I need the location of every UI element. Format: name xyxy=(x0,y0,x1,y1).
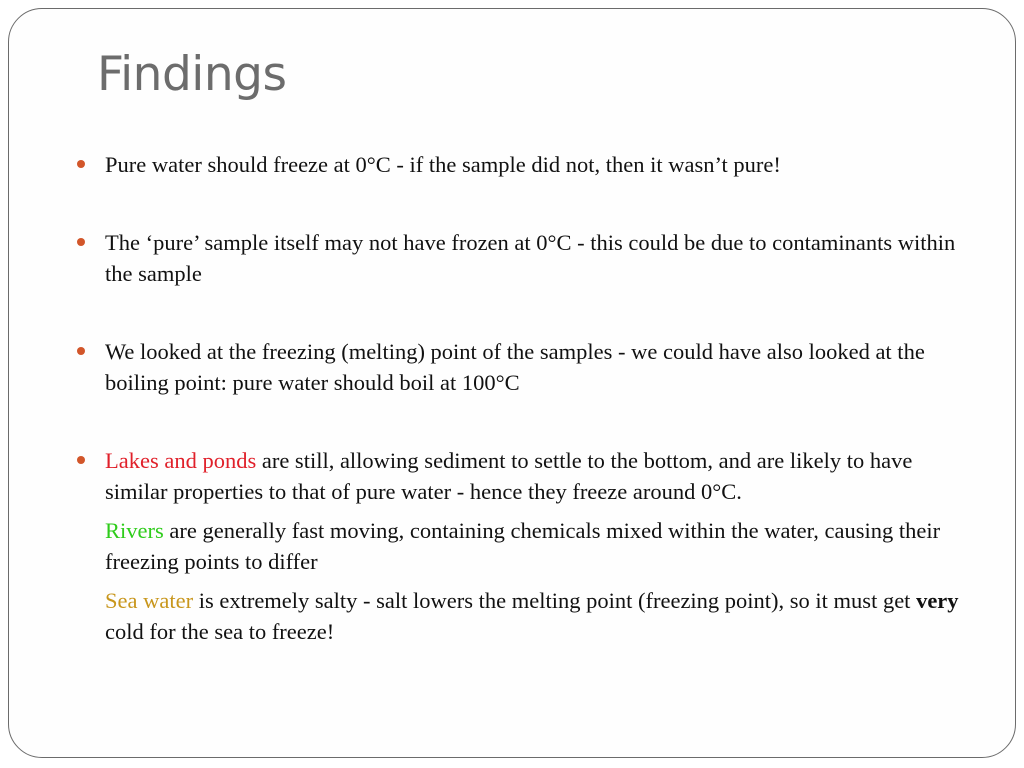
sea-water-highlight: Sea water xyxy=(105,588,194,613)
bullet-text: We looked at the freezing (melting) point of the samples - we could have also looked at the boiling point: pure water should boil at 100°C xyxy=(105,339,925,395)
bullet-text: Pure water should freeze at 0°C - if the sample did not, then it wasn’t pure! xyxy=(105,152,781,177)
bullet-dot-icon xyxy=(77,238,85,246)
rivers-highlight: Rivers xyxy=(105,518,164,543)
sea-water-paragraph xyxy=(105,585,975,647)
lakes-and-ponds-highlight: Lakes and ponds xyxy=(105,448,257,473)
bullet-text: The ‘pure’ sample itself may not have frozen at 0°C - this could be due to contaminants within the sample xyxy=(105,230,956,286)
slide-frame xyxy=(8,8,1016,758)
rivers-text: are generally fast moving, containing chemicals mixed within the water, causing their freezing points to differ xyxy=(105,518,941,574)
very-emphasis: very xyxy=(916,588,959,613)
bullet-text xyxy=(105,445,975,507)
sea-water-text: is extremely salty - salt lowers the melting point (freezing point), so it must get xyxy=(193,588,917,613)
rivers-paragraph xyxy=(105,515,975,577)
slide-title: Findings xyxy=(97,47,287,102)
bullet-dot-icon xyxy=(77,160,85,168)
sea-water-text-end: cold for the sea to freeze! xyxy=(105,619,335,644)
bullet-dot-icon xyxy=(77,456,85,464)
lakes-and-ponds-text: are still, allowing sediment to settle to the bottom, and are likely to have similar properties to that of pure water - hence they freeze around 0°C. xyxy=(105,448,913,504)
bullet-dot-icon xyxy=(77,347,85,355)
